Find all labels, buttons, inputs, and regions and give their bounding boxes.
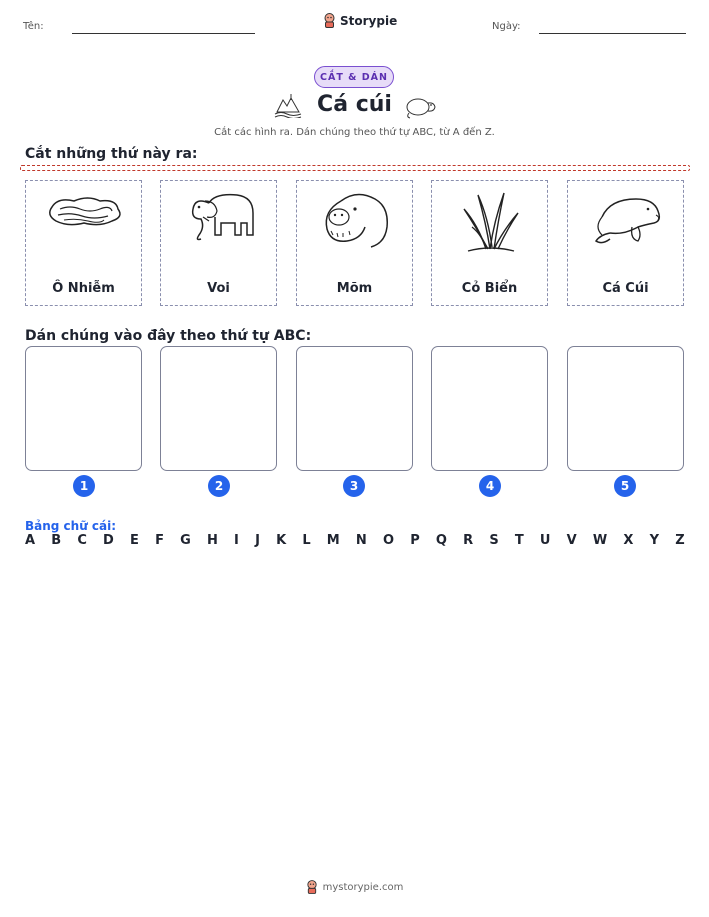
alphabet-letter: J xyxy=(255,533,260,548)
alphabet-letter: K xyxy=(276,533,287,548)
alphabet-letter: W xyxy=(592,533,608,548)
brand-logo xyxy=(323,13,397,28)
alphabet-letter: X xyxy=(623,533,634,548)
alphabet-letter: H xyxy=(206,533,218,548)
slot-number-badge: 2 xyxy=(208,475,230,497)
card-label: Cỏ Biển xyxy=(461,281,518,296)
paste-slot-4[interactable] xyxy=(431,346,548,471)
footer-site[interactable]: mystorypie.com xyxy=(322,881,404,893)
instructions: Cắt các hình ra. Dán chúng theo thứ tự ABC, từ A đến Z. xyxy=(214,127,495,138)
alphabet-heading: Bảng chữ cái: xyxy=(25,519,117,533)
alphabet-letter: F xyxy=(155,533,164,548)
alphabet-letter: Q xyxy=(435,533,447,548)
date-label: Ngày: xyxy=(492,21,521,32)
alphabet-letter: L xyxy=(302,533,311,548)
alphabet-letter: N xyxy=(355,533,367,548)
date-line[interactable] xyxy=(539,33,686,34)
alphabet-letter: M xyxy=(326,533,340,548)
alphabet-letter: T xyxy=(514,533,524,548)
alphabet-letter: G xyxy=(180,533,191,548)
storypie-mascot-icon xyxy=(323,13,336,28)
paste-heading: Dán chúng vào đây theo thứ tự ABC: xyxy=(25,328,312,344)
alphabet-letter: S xyxy=(489,533,499,548)
cut-card-seagrass[interactable] xyxy=(431,180,548,306)
paste-slot-2[interactable] xyxy=(160,346,277,471)
slot-number-badge: 5 xyxy=(614,475,636,497)
seagrass-icon xyxy=(446,187,534,257)
pollution-icon xyxy=(40,187,128,243)
slot-number-badge: 1 xyxy=(73,475,95,497)
paste-slot-5[interactable] xyxy=(567,346,684,471)
alphabet-letter: O xyxy=(382,533,395,548)
cut-line xyxy=(20,165,690,171)
slot-number-badge: 4 xyxy=(479,475,501,497)
alphabet-letter: E xyxy=(130,533,139,548)
alphabet-letter: V xyxy=(566,533,577,548)
cut-heading: Cắt những thứ này ra: xyxy=(25,146,198,162)
alphabet-letter: A xyxy=(25,533,36,548)
card-label: Voi xyxy=(207,281,230,296)
alphabet-row xyxy=(25,533,685,548)
cut-card-manatee[interactable] xyxy=(567,180,684,306)
alphabet-letter: R xyxy=(463,533,474,548)
snout-icon xyxy=(311,187,399,251)
alphabet-letter: U xyxy=(539,533,551,548)
alphabet-letter: B xyxy=(51,533,62,548)
activity-badge: CẮT & DÁN xyxy=(314,66,394,88)
alphabet-letter: P xyxy=(410,533,420,548)
card-label: Ô Nhiễm xyxy=(52,281,115,296)
alphabet-letter: Z xyxy=(675,533,685,548)
paste-slot-1[interactable] xyxy=(25,346,142,471)
paste-slot-3[interactable] xyxy=(296,346,413,471)
page-title: Cá cúi xyxy=(317,92,392,117)
name-line[interactable] xyxy=(72,33,255,34)
manatee-title-icon xyxy=(404,93,438,119)
storypie-mascot-icon xyxy=(306,880,318,894)
slot-number-badge: 3 xyxy=(343,475,365,497)
alphabet-letter: I xyxy=(234,533,239,548)
manatee-icon xyxy=(582,187,670,251)
brand-name: Storypie xyxy=(340,13,398,28)
alphabet-letter: Y xyxy=(649,533,660,548)
name-label: Tên: xyxy=(23,21,44,32)
card-label: Cá Cúi xyxy=(602,281,649,296)
card-label: Mõm xyxy=(336,281,373,296)
elephant-icon xyxy=(175,187,263,243)
cut-card-snout[interactable] xyxy=(296,180,413,306)
cut-card-pollution[interactable] xyxy=(25,180,142,306)
alphabet-letter: C xyxy=(77,533,87,548)
footer xyxy=(0,880,709,894)
alphabet-letter: D xyxy=(103,533,114,548)
cut-card-elephant[interactable] xyxy=(160,180,277,306)
